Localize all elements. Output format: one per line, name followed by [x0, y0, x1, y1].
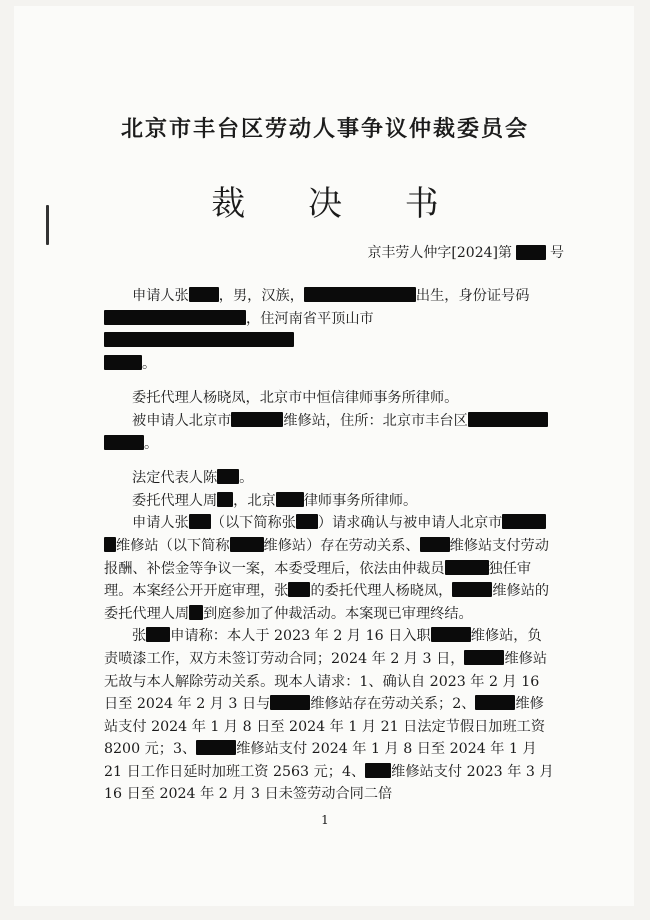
redaction	[304, 287, 416, 302]
case-number	[367, 242, 564, 262]
redaction	[431, 627, 471, 642]
redaction	[365, 763, 391, 778]
paragraph-legal-rep: 法定代表人陈 。	[132, 470, 254, 487]
paragraph-applicant: 申请人张 ，男，汉族， 出生，身份证号码 ，住河南省平顶山市 。	[104, 285, 554, 375]
redaction	[104, 310, 246, 325]
case-number-prefix: 京丰劳人仲字[2024]第	[367, 245, 512, 261]
redaction	[189, 605, 203, 620]
redaction	[217, 492, 233, 507]
redaction	[502, 514, 546, 529]
redaction	[464, 650, 504, 665]
redaction	[420, 537, 450, 552]
page-number: 1	[321, 813, 329, 827]
redaction	[230, 537, 264, 552]
redaction	[270, 695, 310, 710]
issuing-authority: 北京市丰台区劳动人事争议仲裁委员会	[120, 117, 529, 142]
redaction	[217, 469, 239, 484]
redaction	[445, 560, 489, 575]
paragraph-applicant-agent: 委托代理人杨晓凤，北京市中恒信律师事务所律师。	[132, 390, 459, 407]
redaction	[146, 627, 170, 642]
redaction	[475, 695, 515, 710]
document-body	[104, 285, 554, 806]
redaction	[276, 492, 304, 507]
redaction	[196, 740, 236, 755]
redaction	[104, 355, 142, 370]
redaction	[288, 582, 310, 597]
case-number-suffix: 号	[550, 245, 564, 261]
paragraph-case-summary: 申请人张 （以下简称张 ）请求确认与被申请人北京市维修站（以下简称 维修站）存在劳动关系、 维修站支付劳动报酬、补偿金等争议一案，本委受理后，依法由仲裁员 独任审理。本案经公开开庭审理，张 的委托代理人杨晓凤， 维修站的委托代理人周 到庭参加了仲裁活动。本案现已审理终结。	[104, 515, 550, 622]
redaction	[104, 537, 116, 552]
redaction	[296, 514, 318, 529]
paragraph-respondent: 被申请人北京市 维修站，住所：北京市丰台区 。	[104, 410, 554, 455]
redaction	[516, 245, 546, 260]
redaction	[231, 412, 283, 427]
redaction	[104, 435, 144, 450]
paragraph-respondent-agent: 委托代理人周 ，北京 律师事务所律师。	[132, 492, 418, 509]
paragraph-applicant-claims: 张 申请称：本人于 2023 年 2 月 16 日入职 维修站，负责喷漆工作，双方未签订劳动合同；2024 年 2 月 3 日， 维修站无故与本人解除劳动关系。现本人请求：1、确认自 2023 年 2 月 16 日至 2024 年 2 月 3 日与 维修站存在劳动关系；2、 维修站支付 2024 年 1 月 8 日至 2024 年 1 月 21 日法定节假日加班工资 8200 元；3、 维修站支付 2024 年 1 月 8 日至 2024 年 1 月 21 日工作日延时加班工资 2563 元；4、 维修站支付 2023 年 3 月 16 日至 2024 年 2 月 3 日未签劳动合同二倍	[104, 628, 554, 803]
document-title: 裁 决 书	[211, 184, 465, 224]
redaction	[104, 332, 294, 347]
redaction	[452, 582, 492, 597]
redaction	[189, 287, 219, 302]
redaction	[468, 412, 548, 427]
redaction	[189, 514, 211, 529]
